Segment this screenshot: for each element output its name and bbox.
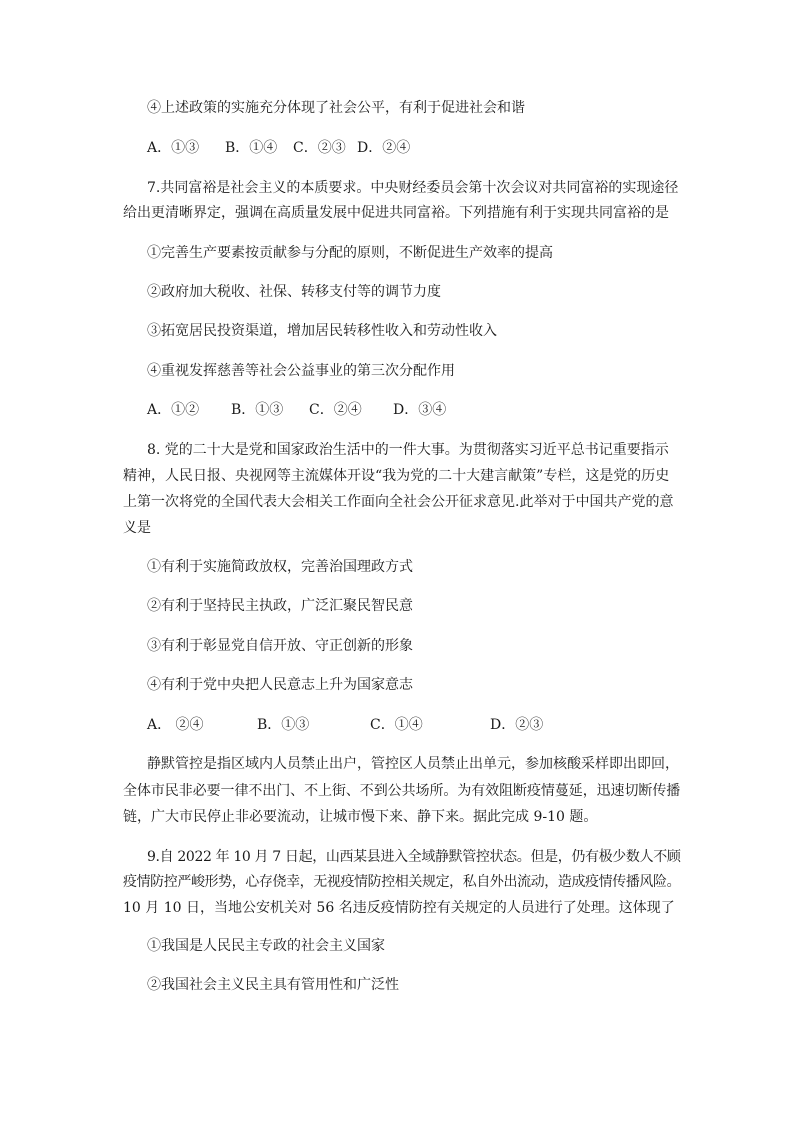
q6-choice-d: D．②④ (357, 140, 411, 156)
material-line-1: 静默管控是指区域内人员禁止出户，管控区人员禁止出单元，参加核酸采样即出即回， (147, 756, 679, 772)
q8-option-3: ③有利于彰显党自信开放、守正创新的形象 (147, 638, 413, 654)
q8-option-1: ①有利于实施简政放权，完善治国理政方式 (147, 559, 413, 575)
q7-choice-d: D．③④ (393, 402, 447, 418)
q7-option-1: ①完善生产要素按贡献参与分配的原则，不断促进生产效率的提高 (147, 245, 553, 261)
q8-stem-line-3: 上第一次将党的全国代表大会相关工作面向全社会公开征求意见.此举对于中国共产党的意 (123, 494, 674, 510)
material-line-3: 链，广大市民停止非必要流动，让城市慢下来、静下来。据此完成 9-10 题。 (123, 809, 598, 825)
q7-stem-line-2: 给出更清晰界定，强调在高质量发展中促进共同富裕。下列措施有利于实现共同富裕的是 (123, 205, 669, 221)
q9-stem-line-3: 10 月 10 日，当地公安机关对 56 名违反疫情防控有关规定的人员进行了处理。这体现了 (123, 900, 675, 916)
q9-option-2: ②我国社会主义民主具有管用性和广泛性 (147, 977, 399, 993)
q7-stem-line-1: 7.共同富裕是社会主义的本质要求。中央财经委员会第十次会议对共同富裕的实现途径 (147, 180, 679, 196)
q7-choice-b: B．①③ (231, 402, 284, 418)
q8-option-4: ④有利于党中央把人民意志上升为国家意志 (147, 677, 413, 693)
q7-choice-a: A．①② (147, 402, 200, 418)
q9-stem-line-2: 疫情防控严峻形势，心存侥幸，无视疫情防控相关规定，私自外出流动，造成疫情传播风险。 (123, 874, 681, 890)
material-line-2: 全体市民非必要一律不出门、不上街、不到公共场所。为有效阻断疫情蔓延，迅速切断传播 (123, 783, 681, 799)
q7-option-3: ③拓宽居民投资渠道，增加居民转移性收入和劳动性收入 (147, 323, 497, 339)
q6-answer-choices (147, 138, 410, 158)
q7-answer-choices (147, 400, 446, 420)
q9-stem-line-1: 9.自 2022 年 10 月 7 日起，山西某县进入全域静默管控状态。但是，仍有极少数人不顾 (147, 849, 681, 865)
q6-option-4: ④上述政策的实施充分体现了社会公平，有利于促进社会和谐 (147, 100, 525, 116)
q8-answer-choices (147, 715, 543, 735)
q8-choice-b: B．①③ (257, 717, 310, 733)
q6-choice-b: B．①④ (225, 140, 278, 156)
q8-choice-c: C．①④ (370, 717, 423, 733)
q8-stem-line-1: 8. 党的二十大是党和国家政治生活中的一件大事。为贯彻落实习近平总书记重要指示 (147, 442, 669, 458)
q7-option-2: ②政府加大税收、社保、转移支付等的调节力度 (147, 284, 441, 300)
q9-option-1: ①我国是人民民主专政的社会主义国家 (147, 938, 385, 954)
q6-choice-a: A．①③ (147, 140, 200, 156)
q7-choice-c: C．②④ (309, 402, 362, 418)
q8-choice-a: A． ②④ (147, 717, 204, 733)
q8-option-2: ②有利于坚持民主执政，广泛汇聚民智民意 (147, 598, 413, 614)
q8-stem-line-2: 精神，人民日报、央视网等主流媒体开设“我为党的二十大建言献策”专栏，这是党的历史 (123, 468, 670, 484)
q7-option-4: ④重视发挥慈善等社会公益事业的第三次分配作用 (147, 363, 455, 379)
q6-choice-c: C．②③ (293, 140, 346, 156)
q8-choice-d: D．②③ (490, 717, 544, 733)
q8-stem-line-4: 义是 (123, 520, 151, 536)
